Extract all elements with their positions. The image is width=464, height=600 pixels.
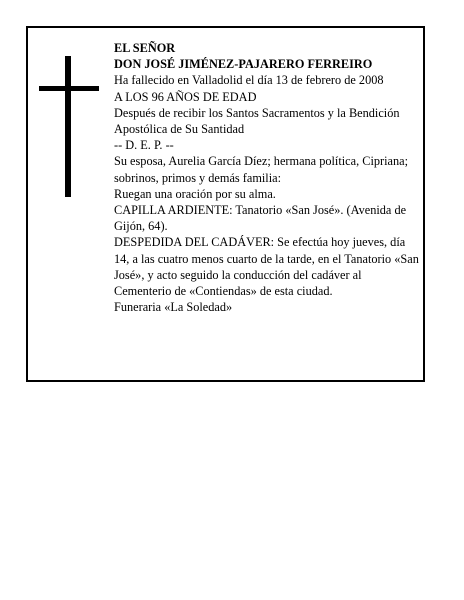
cross-icon [39,56,99,197]
obituary-notice [26,26,425,382]
funeral-home: Funeraria «La Soledad» [114,300,233,315]
family-text: Su esposa, Aurelia García Díez; hermana política, Cipriana; sobrinos, primos y demás familia: [114,154,408,185]
chapel-info: CAPILLA ARDIENTE: Tanatorio «San José». (Avenida de Gijón, 64). [114,203,407,234]
death-announcement: Ha fallecido en Valladolid el día 13 de febrero de 2008 [114,73,384,88]
deceased-title: EL SEÑOR [114,41,176,55]
age-at-death: A LOS 96 AÑOS DE EDAD [114,89,257,104]
cross-horizontal-bar [39,86,99,91]
notice-text [114,40,419,315]
rest-in-peace: -- D. E. P. -- [114,138,174,153]
farewell-info: DESPEDIDA DEL CADÁVER: Se efectúa hoy jueves, día 14, a las cuatro menos cuarto de la tarde, en el Tanatorio «San José», y acto seguido la conducción del cadáver al Cementerio de «Contiendas» de esta ciudad. [114,235,419,299]
deceased-name: DON JOSÉ JIMÉNEZ-PAJARERO FERREIRO [114,57,373,72]
cross-vertical-bar [65,56,71,197]
prayer-request: Ruegan una oración por su alma. [114,186,276,201]
sacraments-text: Después de recibir los Santos Sacramentos y la Bendición Apostólica de Su Santidad [114,105,400,137]
